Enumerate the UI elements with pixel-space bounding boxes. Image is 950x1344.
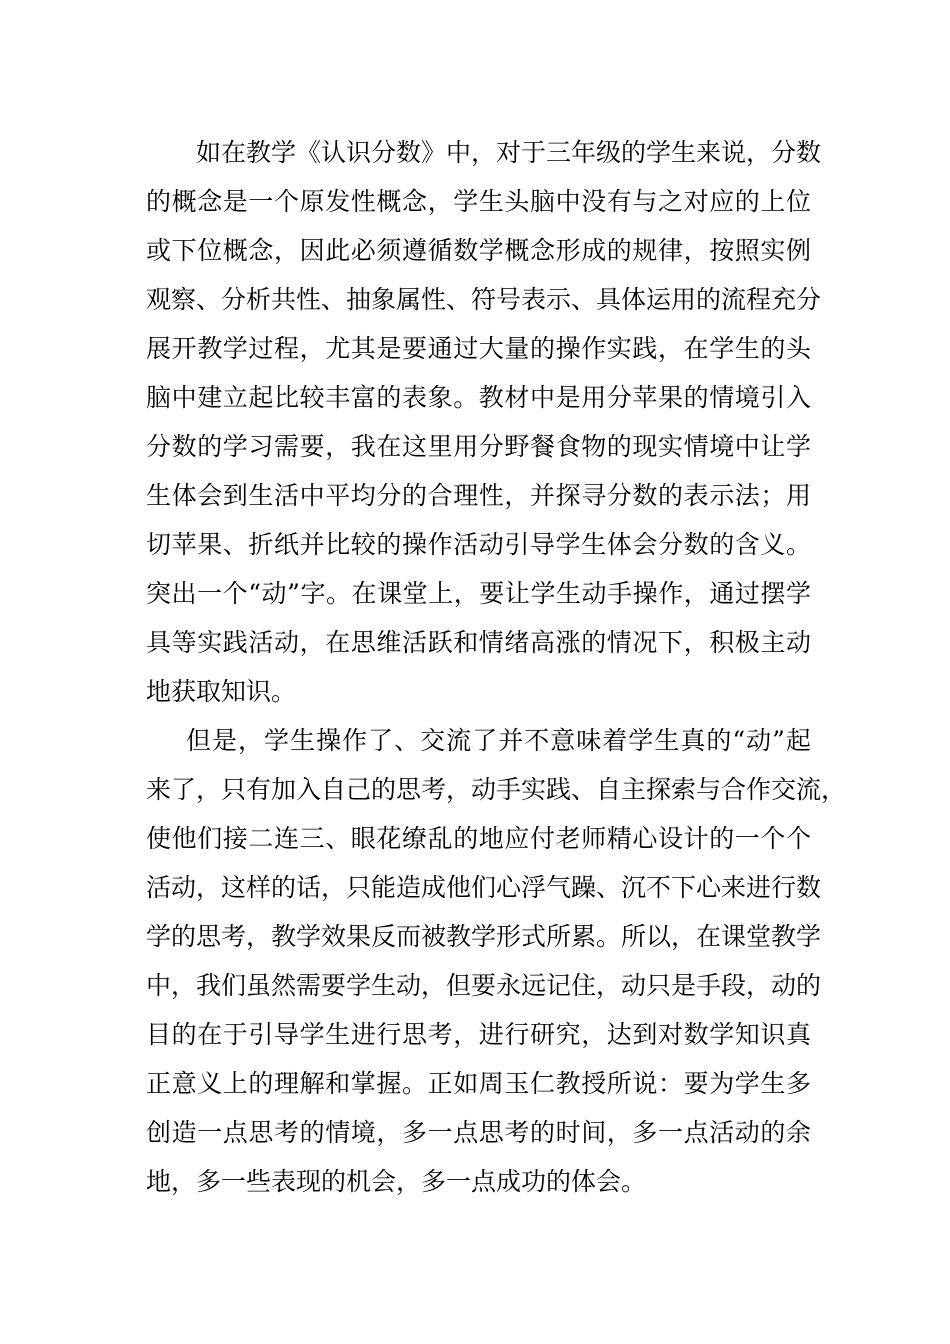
paragraph-line: 突出一个“动”字。在课堂上，要让学生动手操作，通过摆学 xyxy=(146,579,811,608)
paragraph-line: 地获取知识。 xyxy=(146,677,297,706)
paragraph-line: 中，我们虽然需要学生动，但要永远记住，动只是手段，动的 xyxy=(146,971,822,1000)
paragraph-line: 切苹果、折纸并比较的操作活动引导学生体会分数的含义。 xyxy=(146,530,811,559)
paragraph-line: 来了，只有加入自己的思考，动手实践、自主探索与合作交流， xyxy=(146,775,847,804)
paragraph-line: 学的思考，教学效果反而被教学形式所累。所以，在课堂教学 xyxy=(146,922,822,951)
paragraph-line: 展开教学过程，尤其是要通过大量的操作实践，在学生的头 xyxy=(146,334,811,363)
paragraph-line: 的概念是一个原发性概念，学生头脑中没有与之对应的上位 xyxy=(146,187,811,216)
paragraph-line: 具等实践活动，在思维活跃和情绪高涨的情况下，积极主动 xyxy=(146,628,811,657)
paragraph-line: 目的在于引导学生进行思考，进行研究，达到对数学知识真 xyxy=(146,1020,811,1049)
paragraph-2 xyxy=(146,716,847,1206)
paragraph-line: 分数的学习需要，我在这里用分野餐食物的现实情境中让学 xyxy=(146,432,811,461)
paragraph-line: 观察、分析共性、抽象属性、符号表示、具体运用的流程充分 xyxy=(146,285,822,314)
paragraph-line: 如在教学《认识分数》中，对于三年级的学生来说，分数 xyxy=(196,138,822,167)
paragraph-1 xyxy=(146,128,822,716)
paragraph-line: 使他们接二连三、眼花缭乱的地应付老师精心设计的一个个 xyxy=(146,824,811,853)
paragraph-line: 生体会到生活中平均分的合理性，并探寻分数的表示法；用 xyxy=(146,481,811,510)
paragraph-line: 正意义上的理解和掌握。正如周玉仁教授所说：要为学生多 xyxy=(146,1069,811,1098)
paragraph-line: 但是，学生操作了、交流了并不意味着学生真的“动”起 xyxy=(186,726,811,755)
paragraph-line: 创造一点思考的情境，多一点思考的时间，多一点活动的余 xyxy=(146,1118,811,1147)
paragraph-line: 地，多一些表现的机会，多一点成功的体会。 xyxy=(146,1167,647,1196)
paragraph-line: 或下位概念，因此必须遵循数学概念形成的规律，按照实例 xyxy=(146,236,811,265)
paragraph-line: 活动，这样的话，只能造成他们心浮气躁、沉不下心来进行数 xyxy=(146,873,822,902)
paragraph-line: 脑中建立起比较丰富的表象。教材中是用分苹果的情境引入 xyxy=(146,383,811,412)
document-body xyxy=(146,128,847,1206)
